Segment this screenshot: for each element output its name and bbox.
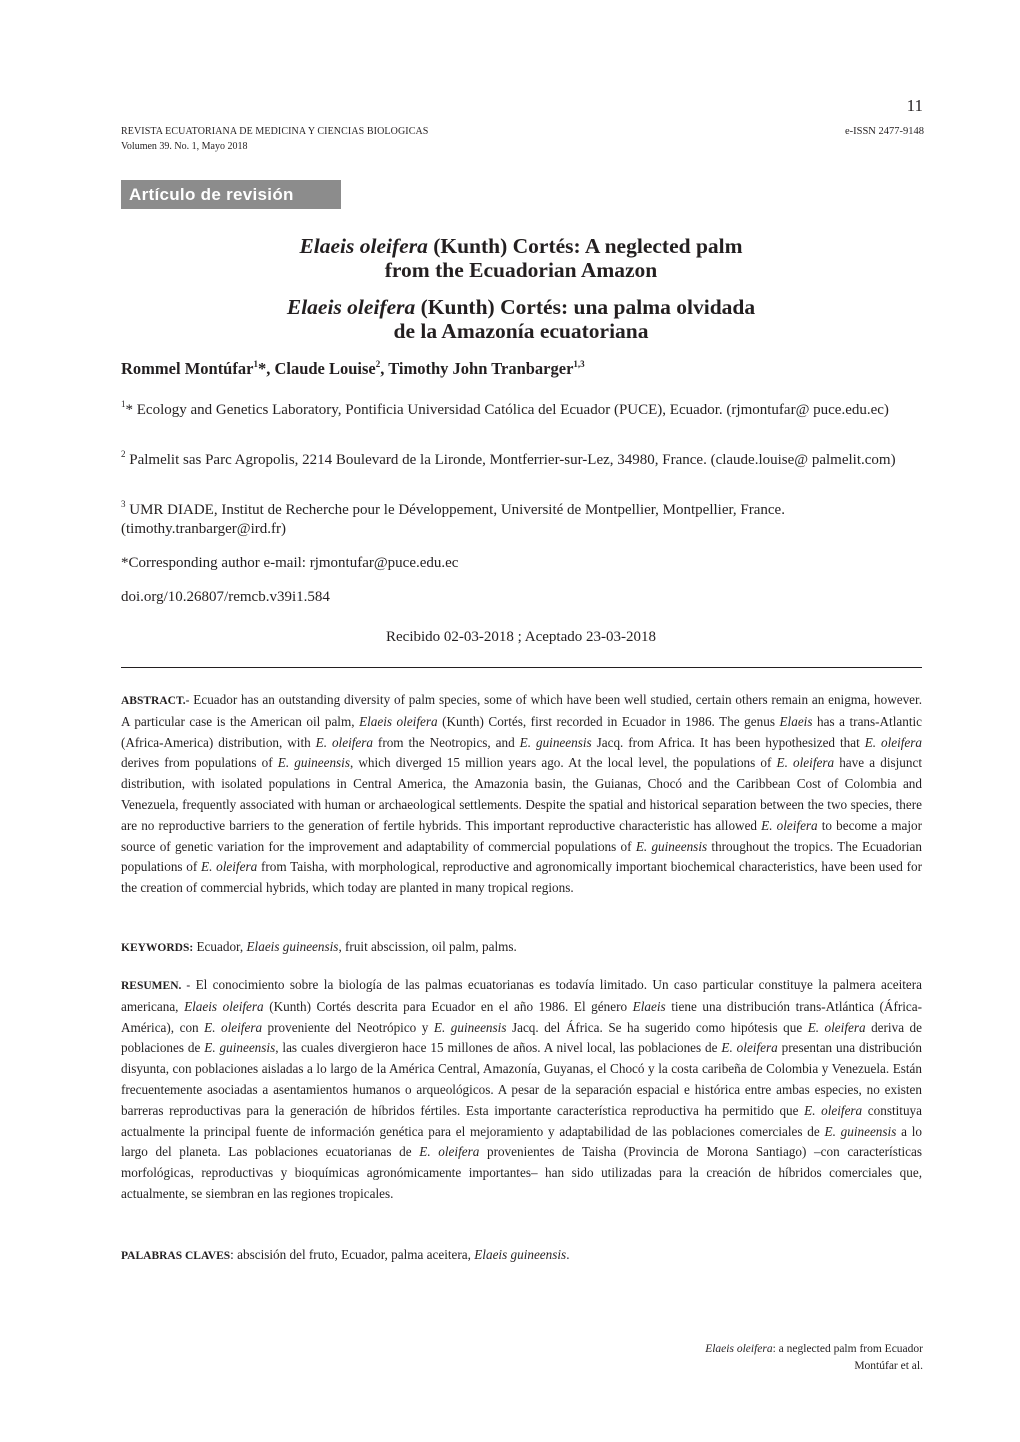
title-species: Elaeis oleifera bbox=[299, 234, 428, 258]
resumen-label: RESUMEN. - bbox=[121, 980, 191, 992]
journal-name: REVISTA ECUATORIANA DE MEDICINA Y CIENCIAS BIOLOGICAS bbox=[121, 126, 429, 137]
corresponding-author: *Corresponding author e-mail: rjmontufar@puce.edu.ec bbox=[121, 555, 459, 571]
abstract-paragraph: ABSTRACT.- Ecuador has an outstanding diversity of palm species, some of which have been well studied, certain others remain an enigma, however. A particular case is the American oil palm, Elaeis oleifera (Kunth) Cortés, first recorded in Ecuador in 1986. The genus Elaeis has a trans-Atlantic (Africa-America) distribution, with E. oleifera from the Neotropics, and E. guineensis Jacq. from Africa. It has been hypothesized that E. oleifera derives from populations of E. guineensis, which diverged 15 million years ago. At the local level, the populations of E. oleifera have a disjunct distribution, with isolated populations in Central America, the Amazonia basin, the Guianas, Chocó and the Caribbean Cost of Colombia and Venezuela, frequently associated with human or archaeological settlements. Despite the spatial and historical separation between the two species, there are no reproductive barriers to the generation of fertile hybrids. This important reproductive characteristic has allowed E. oleifera to become a major source of genetic variation for the improvement and adaptability of commercial populations of E. guineensis throughout the tropics. The Ecuadorian populations of E. oleifera from Taisha, with morphological, reproductive and agronomically important biochemical characteristics, have been used for the creation of commercial hybrids, which today are planted in many tropical regions. bbox=[121, 692, 923, 896]
author-list: Rommel Montúfar$^1$*, Claude Louise$^2$, Timothy John Tranbarger$^{1,3}$ bbox=[121, 359, 585, 378]
keywords-paragraph: KEYWORDS: Ecuador, Elaeis guineensis, fruit abscission, oil palm, palms. bbox=[121, 939, 517, 954]
running-footer-authors: Montúfar et al. bbox=[854, 1360, 923, 1372]
affiliation-3: $^3$ UMR DIADE, Institut de Recherche pour le Développement, Université de Montpellier, Montpellier, France. (timothy.tranbarger@ird.fr) bbox=[121, 499, 785, 537]
affiliation-2: $^2$ Palmelit sas Parc Agropolis, 2214 Boulevard de la Lironde, Montferrier-sur-Lez, 34980, France. (claude.louise@ palmelit.com) bbox=[121, 449, 896, 468]
title-species: Elaeis oleifera bbox=[286, 295, 416, 319]
title-spanish: Elaeis oleifera (Kunth) Cortés: una palma olvidada de la Amazonía ecuatoriana bbox=[286, 295, 756, 343]
issn: e-ISSN 2477-9148 bbox=[844, 126, 924, 137]
abstract-label: ABSTRACT.- bbox=[121, 695, 190, 707]
title-english: Elaeis oleifera (Kunth) Cortés: A neglected palm from the Ecuadorian Amazon bbox=[299, 234, 743, 282]
page-number: 11 bbox=[906, 96, 923, 115]
doi-link[interactable]: doi.org/10.26807/remcb.v39i1.584 bbox=[121, 589, 330, 605]
affiliation-1: $^1$* Ecology and Genetics Laboratory, Pontificia Universidad Católica del Ecuador (PUCE), Ecuador. (rjmontufar@ puce.edu.ec) bbox=[121, 399, 889, 418]
keywords-label: KEYWORDS: bbox=[121, 942, 194, 954]
palabras-claves-paragraph: PALABRAS CLAVES: abscisión del fruto, Ecuador, palma aceitera, Elaeis guineensis. bbox=[121, 1247, 570, 1262]
divider bbox=[121, 667, 922, 668]
received-accepted-dates: Recibido 02-03-2018 ; Aceptado 23-03-2018 bbox=[386, 629, 656, 645]
volume-info: Volumen 39. No. 1, Mayo 2018 bbox=[121, 141, 248, 152]
article-type-badge: Artículo de revisión bbox=[121, 180, 341, 209]
palabras-label: PALABRAS CLAVES bbox=[121, 1250, 231, 1262]
resumen-paragraph: RESUMEN. - El conocimiento sobre la biología de las palmas ecuatorianas es todavía limitado. Un caso particular constituye la palmera aceitera americana, Elaeis oleifera (Kunth) Cortés descrita para Ecuador en el año 1986. El género Elaeis tiene una distribución trans-Atlántica (África-América), con E. oleifera proveniente del Neotrópico y E. guineensis Jacq. del África. Se ha sugerido como hipótesis que E. oleifera deriva de poblaciones de E. guineensis, las cuales divergieron hace 15 millones de años. A nivel local, las poblaciones de E. oleifera presentan una distribución disyunta, con poblaciones aisladas a lo largo de la América Central, Amazonía, Guyanas, el Chocó y la costa caribeña de Colombia y Venezuela. Están frecuentemente asociadas a asentamientos humanos o arqueológicos. A pesar de la separación espacial e histórica entre ambas especies, no existen barreras reproductivas para la generación de híbridos fértiles. Esta importante característica reproductiva ha permitido que E. oleifera constituya actualmente la principal fuente de información genética para el mejoramiento y adaptabilidad de las poblaciones comerciales de E. guineensis a lo largo del planeta. Las poblaciones ecuatorianas de E. oleifera provenientes de Taisha (Provincia de Morona Santiago) –con características morfológicas, reproductivas y bioquímicas agronómicamente importantes– han sido utilizadas para la creación de híbridos comerciales que, actualmente, se siembran en las regiones tropicales. bbox=[121, 977, 923, 1201]
running-footer-title: Elaeis oleifera: a neglected palm from Ecuador bbox=[705, 1343, 923, 1355]
